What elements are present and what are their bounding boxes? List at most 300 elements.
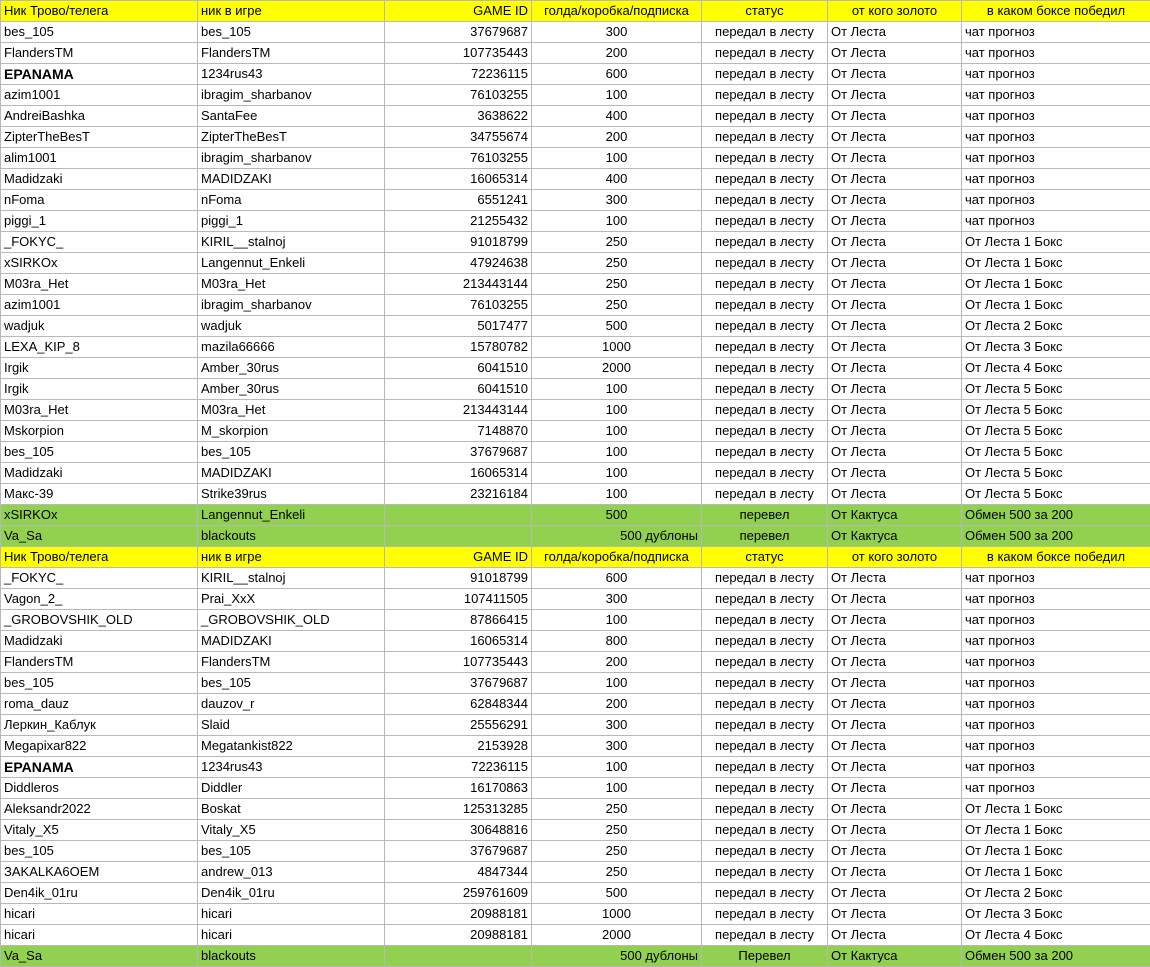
- gold-source-cell[interactable]: От Кактуса: [828, 946, 962, 967]
- box-won-cell[interactable]: чат прогноз: [962, 127, 1150, 148]
- game-id-cell[interactable]: 6551241: [385, 190, 532, 211]
- game-id-cell[interactable]: 107735443: [385, 652, 532, 673]
- troovo-nick-cell[interactable]: Va_Sa: [1, 526, 198, 547]
- game-id-cell[interactable]: 34755674: [385, 127, 532, 148]
- status-cell[interactable]: передал в лесту: [702, 694, 828, 715]
- game-nick-cell[interactable]: bes_105: [198, 22, 385, 43]
- box-won-cell[interactable]: чат прогноз: [962, 631, 1150, 652]
- troovo-nick-cell[interactable]: piggi_1: [1, 211, 198, 232]
- troovo-nick-cell[interactable]: AndreiBashka: [1, 106, 198, 127]
- game-nick-cell[interactable]: ZipterTheBesT: [198, 127, 385, 148]
- troovo-nick-cell[interactable]: Irgik: [1, 379, 198, 400]
- game-id-cell[interactable]: 47924638: [385, 253, 532, 274]
- gold-cell[interactable]: 100: [532, 484, 702, 505]
- gold-cell[interactable]: 300: [532, 190, 702, 211]
- gold-source-cell[interactable]: От Леста: [828, 799, 962, 820]
- box-won-cell[interactable]: чат прогноз: [962, 589, 1150, 610]
- troovo-nick-cell[interactable]: M03ra_Het: [1, 274, 198, 295]
- box-won-cell[interactable]: чат прогноз: [962, 568, 1150, 589]
- troovo-nick-cell[interactable]: hicari: [1, 925, 198, 946]
- status-cell[interactable]: передал в лесту: [702, 43, 828, 64]
- box-won-cell[interactable]: От Леста 5 Бокс: [962, 400, 1150, 421]
- gold-source-cell[interactable]: От Леста: [828, 106, 962, 127]
- troovo-nick-cell[interactable]: ZipterTheBesT: [1, 127, 198, 148]
- game-id-cell[interactable]: [385, 526, 532, 547]
- game-id-cell[interactable]: 213443144: [385, 274, 532, 295]
- game-nick-cell[interactable]: blackouts: [198, 526, 385, 547]
- status-cell[interactable]: передал в лесту: [702, 589, 828, 610]
- game-nick-cell[interactable]: ibragim_sharbanov: [198, 148, 385, 169]
- game-nick-cell[interactable]: wadjuk: [198, 316, 385, 337]
- game-id-cell[interactable]: 4847344: [385, 862, 532, 883]
- gold-cell[interactable]: 300: [532, 715, 702, 736]
- status-cell[interactable]: передал в лесту: [702, 820, 828, 841]
- status-cell[interactable]: Перевел: [702, 946, 828, 967]
- game-id-cell[interactable]: 213443144: [385, 400, 532, 421]
- game-id-cell[interactable]: 259761609: [385, 883, 532, 904]
- game-nick-cell[interactable]: M_skorpion: [198, 421, 385, 442]
- status-cell[interactable]: передал в лесту: [702, 757, 828, 778]
- game-id-cell[interactable]: 6041510: [385, 379, 532, 400]
- gold-cell[interactable]: 500 дублоны: [532, 526, 702, 547]
- troovo-nick-cell[interactable]: FlandersTM: [1, 43, 198, 64]
- game-id-cell[interactable]: 91018799: [385, 232, 532, 253]
- game-nick-cell[interactable]: Langennut_Enkeli: [198, 505, 385, 526]
- gold-source-cell[interactable]: От Леста: [828, 463, 962, 484]
- box-won-cell[interactable]: чат прогноз: [962, 673, 1150, 694]
- game-id-cell[interactable]: 6041510: [385, 358, 532, 379]
- game-id-cell[interactable]: 20988181: [385, 904, 532, 925]
- status-cell[interactable]: передал в лесту: [702, 316, 828, 337]
- gold-source-cell[interactable]: От Леста: [828, 694, 962, 715]
- gold-cell[interactable]: 400: [532, 169, 702, 190]
- game-id-cell[interactable]: 107411505: [385, 589, 532, 610]
- box-won-cell[interactable]: чат прогноз: [962, 43, 1150, 64]
- box-won-cell[interactable]: От Леста 1 Бокс: [962, 253, 1150, 274]
- game-nick-cell[interactable]: Strike39rus: [198, 484, 385, 505]
- gold-cell[interactable]: 250: [532, 862, 702, 883]
- gold-source-cell[interactable]: От Леста: [828, 757, 962, 778]
- status-cell[interactable]: передал в лесту: [702, 169, 828, 190]
- gold-cell[interactable]: 500 дублоны: [532, 946, 702, 967]
- gold-source-cell[interactable]: От Леста: [828, 253, 962, 274]
- troovo-nick-cell[interactable]: Леркин_Каблук: [1, 715, 198, 736]
- status-cell[interactable]: передал в лесту: [702, 211, 828, 232]
- game-nick-cell[interactable]: Prai_XxX: [198, 589, 385, 610]
- gold-source-cell[interactable]: От Леста: [828, 652, 962, 673]
- game-nick-cell[interactable]: hicari: [198, 904, 385, 925]
- column-header[interactable]: GAME ID: [385, 1, 532, 22]
- game-id-cell[interactable]: [385, 505, 532, 526]
- gold-source-cell[interactable]: От Леста: [828, 148, 962, 169]
- box-won-cell[interactable]: От Леста 2 Бокс: [962, 316, 1150, 337]
- gold-source-cell[interactable]: От Леста: [828, 610, 962, 631]
- troovo-nick-cell[interactable]: bes_105: [1, 841, 198, 862]
- status-cell[interactable]: передал в лесту: [702, 652, 828, 673]
- box-won-cell[interactable]: чат прогноз: [962, 106, 1150, 127]
- gold-source-cell[interactable]: От Леста: [828, 589, 962, 610]
- troovo-nick-cell[interactable]: Den4ik_01ru: [1, 883, 198, 904]
- box-won-cell[interactable]: чат прогноз: [962, 694, 1150, 715]
- status-cell[interactable]: передал в лесту: [702, 925, 828, 946]
- game-nick-cell[interactable]: Amber_30rus: [198, 358, 385, 379]
- game-id-cell[interactable]: 76103255: [385, 295, 532, 316]
- troovo-nick-cell[interactable]: _GROBOVSHIK_OLD: [1, 610, 198, 631]
- gold-cell[interactable]: 500: [532, 316, 702, 337]
- gold-cell[interactable]: 250: [532, 841, 702, 862]
- gold-cell[interactable]: 100: [532, 85, 702, 106]
- status-cell[interactable]: передал в лесту: [702, 85, 828, 106]
- status-cell[interactable]: передал в лесту: [702, 484, 828, 505]
- game-nick-cell[interactable]: FlandersTM: [198, 43, 385, 64]
- game-id-cell[interactable]: [385, 946, 532, 967]
- status-cell[interactable]: передал в лесту: [702, 778, 828, 799]
- status-cell[interactable]: передал в лесту: [702, 673, 828, 694]
- game-id-cell[interactable]: 91018799: [385, 568, 532, 589]
- troovo-nick-cell[interactable]: roma_dauz: [1, 694, 198, 715]
- game-id-cell[interactable]: 72236115: [385, 64, 532, 85]
- game-id-cell[interactable]: 37679687: [385, 442, 532, 463]
- gold-source-cell[interactable]: От Леста: [828, 127, 962, 148]
- gold-cell[interactable]: 100: [532, 148, 702, 169]
- game-nick-cell[interactable]: Vitaly_X5: [198, 820, 385, 841]
- game-id-cell[interactable]: 37679687: [385, 22, 532, 43]
- game-nick-cell[interactable]: ibragim_sharbanov: [198, 295, 385, 316]
- status-cell[interactable]: передал в лесту: [702, 421, 828, 442]
- game-nick-cell[interactable]: mazila66666: [198, 337, 385, 358]
- game-nick-cell[interactable]: Den4ik_01ru: [198, 883, 385, 904]
- gold-source-cell[interactable]: От Леста: [828, 295, 962, 316]
- gold-cell[interactable]: 200: [532, 43, 702, 64]
- gold-cell[interactable]: 100: [532, 211, 702, 232]
- troovo-nick-cell[interactable]: Mskorpion: [1, 421, 198, 442]
- column-header[interactable]: статус: [702, 1, 828, 22]
- gold-cell[interactable]: 1000: [532, 337, 702, 358]
- box-won-cell[interactable]: Обмен 500 за 200: [962, 505, 1150, 526]
- gold-cell[interactable]: 100: [532, 673, 702, 694]
- gold-source-cell[interactable]: От Леста: [828, 673, 962, 694]
- status-cell[interactable]: передал в лесту: [702, 232, 828, 253]
- troovo-nick-cell[interactable]: nFoma: [1, 190, 198, 211]
- gold-source-cell[interactable]: От Леста: [828, 64, 962, 85]
- box-won-cell[interactable]: чат прогноз: [962, 85, 1150, 106]
- game-id-cell[interactable]: 5017477: [385, 316, 532, 337]
- box-won-cell[interactable]: чат прогноз: [962, 22, 1150, 43]
- status-cell[interactable]: передал в лесту: [702, 64, 828, 85]
- game-nick-cell[interactable]: ibragim_sharbanov: [198, 85, 385, 106]
- gold-cell[interactable]: 500: [532, 883, 702, 904]
- status-cell[interactable]: передал в лесту: [702, 568, 828, 589]
- status-cell[interactable]: передал в лесту: [702, 715, 828, 736]
- game-nick-cell[interactable]: _GROBOVSHIK_OLD: [198, 610, 385, 631]
- box-won-cell[interactable]: От Леста 1 Бокс: [962, 274, 1150, 295]
- troovo-nick-cell[interactable]: Diddleros: [1, 778, 198, 799]
- game-nick-cell[interactable]: blackouts: [198, 946, 385, 967]
- game-nick-cell[interactable]: bes_105: [198, 673, 385, 694]
- gold-source-cell[interactable]: От Леста: [828, 862, 962, 883]
- status-cell[interactable]: передал в лесту: [702, 736, 828, 757]
- game-nick-cell[interactable]: Megatankist822: [198, 736, 385, 757]
- game-id-cell[interactable]: 23216184: [385, 484, 532, 505]
- troovo-nick-cell[interactable]: _FOKYC_: [1, 568, 198, 589]
- gold-cell[interactable]: 400: [532, 106, 702, 127]
- game-id-cell[interactable]: 37679687: [385, 841, 532, 862]
- troovo-nick-cell[interactable]: Madidzaki: [1, 463, 198, 484]
- box-won-cell[interactable]: От Леста 5 Бокс: [962, 484, 1150, 505]
- game-id-cell[interactable]: 30648816: [385, 820, 532, 841]
- game-nick-cell[interactable]: MADIDZAKI: [198, 169, 385, 190]
- box-won-cell[interactable]: чат прогноз: [962, 757, 1150, 778]
- gold-cell[interactable]: 200: [532, 652, 702, 673]
- game-id-cell[interactable]: 21255432: [385, 211, 532, 232]
- game-id-cell[interactable]: 3638622: [385, 106, 532, 127]
- troovo-nick-cell[interactable]: Aleksandr2022: [1, 799, 198, 820]
- column-header[interactable]: ник в игре: [198, 1, 385, 22]
- gold-source-cell[interactable]: От Леста: [828, 169, 962, 190]
- game-id-cell[interactable]: 7148870: [385, 421, 532, 442]
- gold-source-cell[interactable]: От Леста: [828, 925, 962, 946]
- game-nick-cell[interactable]: FlandersTM: [198, 652, 385, 673]
- gold-cell[interactable]: 200: [532, 127, 702, 148]
- game-id-cell[interactable]: 2153928: [385, 736, 532, 757]
- status-cell[interactable]: передал в лесту: [702, 610, 828, 631]
- game-nick-cell[interactable]: dauzov_r: [198, 694, 385, 715]
- gold-source-cell[interactable]: От Леста: [828, 904, 962, 925]
- status-cell[interactable]: передал в лесту: [702, 379, 828, 400]
- gold-cell[interactable]: 250: [532, 274, 702, 295]
- box-won-cell[interactable]: чат прогноз: [962, 211, 1150, 232]
- column-header[interactable]: от кого золото: [828, 1, 962, 22]
- game-nick-cell[interactable]: hicari: [198, 925, 385, 946]
- game-nick-cell[interactable]: MADIDZAKI: [198, 463, 385, 484]
- column-header[interactable]: в каком боксе победил: [962, 547, 1150, 568]
- box-won-cell[interactable]: Обмен 500 за 200: [962, 526, 1150, 547]
- status-cell[interactable]: передал в лесту: [702, 841, 828, 862]
- box-won-cell[interactable]: чат прогноз: [962, 736, 1150, 757]
- gold-source-cell[interactable]: От Леста: [828, 778, 962, 799]
- game-nick-cell[interactable]: M03ra_Het: [198, 274, 385, 295]
- gold-source-cell[interactable]: От Кактуса: [828, 526, 962, 547]
- game-id-cell[interactable]: 76103255: [385, 85, 532, 106]
- game-nick-cell[interactable]: piggi_1: [198, 211, 385, 232]
- status-cell[interactable]: передал в лесту: [702, 463, 828, 484]
- game-id-cell[interactable]: 15780782: [385, 337, 532, 358]
- gold-source-cell[interactable]: От Леста: [828, 85, 962, 106]
- box-won-cell[interactable]: От Леста 5 Бокс: [962, 421, 1150, 442]
- game-id-cell[interactable]: 16170863: [385, 778, 532, 799]
- gold-source-cell[interactable]: От Леста: [828, 883, 962, 904]
- game-id-cell[interactable]: 87866415: [385, 610, 532, 631]
- troovo-nick-cell[interactable]: Макс-39: [1, 484, 198, 505]
- troovo-nick-cell[interactable]: bes_105: [1, 673, 198, 694]
- troovo-nick-cell[interactable]: xSIRKOx: [1, 253, 198, 274]
- troovo-nick-cell[interactable]: azim1001: [1, 85, 198, 106]
- column-header[interactable]: Ник Трово/телега: [1, 1, 198, 22]
- troovo-nick-cell[interactable]: M03ra_Het: [1, 400, 198, 421]
- column-header[interactable]: голда/коробка/подписка: [532, 547, 702, 568]
- status-cell[interactable]: передал в лесту: [702, 295, 828, 316]
- gold-source-cell[interactable]: От Леста: [828, 484, 962, 505]
- troovo-nick-cell[interactable]: FlandersTM: [1, 652, 198, 673]
- box-won-cell[interactable]: От Леста 4 Бокс: [962, 358, 1150, 379]
- gold-cell[interactable]: 100: [532, 379, 702, 400]
- box-won-cell[interactable]: От Леста 1 Бокс: [962, 232, 1150, 253]
- box-won-cell[interactable]: От Леста 4 Бокс: [962, 925, 1150, 946]
- gold-cell[interactable]: 250: [532, 799, 702, 820]
- gold-cell[interactable]: 2000: [532, 925, 702, 946]
- box-won-cell[interactable]: От Леста 5 Бокс: [962, 463, 1150, 484]
- game-id-cell[interactable]: 16065314: [385, 631, 532, 652]
- troovo-nick-cell[interactable]: hicari: [1, 904, 198, 925]
- troovo-nick-cell[interactable]: Vitaly_X5: [1, 820, 198, 841]
- box-won-cell[interactable]: чат прогноз: [962, 715, 1150, 736]
- box-won-cell[interactable]: чат прогноз: [962, 652, 1150, 673]
- game-nick-cell[interactable]: Slaid: [198, 715, 385, 736]
- troovo-nick-cell[interactable]: wadjuk: [1, 316, 198, 337]
- status-cell[interactable]: передал в лесту: [702, 358, 828, 379]
- gold-cell[interactable]: 100: [532, 421, 702, 442]
- box-won-cell[interactable]: чат прогноз: [962, 148, 1150, 169]
- status-cell[interactable]: перевел: [702, 505, 828, 526]
- troovo-nick-cell[interactable]: Irgik: [1, 358, 198, 379]
- game-nick-cell[interactable]: bes_105: [198, 841, 385, 862]
- game-nick-cell[interactable]: nFoma: [198, 190, 385, 211]
- game-id-cell[interactable]: 125313285: [385, 799, 532, 820]
- gold-source-cell[interactable]: От Леста: [828, 190, 962, 211]
- status-cell[interactable]: перевел: [702, 526, 828, 547]
- box-won-cell[interactable]: От Леста 5 Бокс: [962, 379, 1150, 400]
- status-cell[interactable]: передал в лесту: [702, 22, 828, 43]
- gold-cell[interactable]: 100: [532, 757, 702, 778]
- gold-source-cell[interactable]: От Леста: [828, 421, 962, 442]
- game-id-cell[interactable]: 37679687: [385, 673, 532, 694]
- game-nick-cell[interactable]: KIRIL__stalnoj: [198, 232, 385, 253]
- gold-source-cell[interactable]: От Леста: [828, 358, 962, 379]
- troovo-nick-cell[interactable]: azim1001: [1, 295, 198, 316]
- troovo-nick-cell[interactable]: Va_Sa: [1, 946, 198, 967]
- troovo-nick-cell[interactable]: bes_105: [1, 442, 198, 463]
- status-cell[interactable]: передал в лесту: [702, 106, 828, 127]
- gold-cell[interactable]: 300: [532, 589, 702, 610]
- box-won-cell[interactable]: От Леста 3 Бокс: [962, 337, 1150, 358]
- status-cell[interactable]: передал в лесту: [702, 337, 828, 358]
- box-won-cell[interactable]: чат прогноз: [962, 190, 1150, 211]
- gold-cell[interactable]: 300: [532, 22, 702, 43]
- box-won-cell[interactable]: От Леста 1 Бокс: [962, 820, 1150, 841]
- game-nick-cell[interactable]: 1234rus43: [198, 64, 385, 85]
- troovo-nick-cell[interactable]: bes_105: [1, 22, 198, 43]
- status-cell[interactable]: передал в лесту: [702, 883, 828, 904]
- game-nick-cell[interactable]: SantaFee: [198, 106, 385, 127]
- gold-source-cell[interactable]: От Леста: [828, 22, 962, 43]
- box-won-cell[interactable]: От Леста 1 Бокс: [962, 799, 1150, 820]
- game-nick-cell[interactable]: M03ra_Het: [198, 400, 385, 421]
- gold-cell[interactable]: 100: [532, 778, 702, 799]
- column-header[interactable]: GAME ID: [385, 547, 532, 568]
- gold-cell[interactable]: 600: [532, 64, 702, 85]
- status-cell[interactable]: передал в лесту: [702, 631, 828, 652]
- game-id-cell[interactable]: 107735443: [385, 43, 532, 64]
- game-id-cell[interactable]: 16065314: [385, 463, 532, 484]
- game-nick-cell[interactable]: Langennut_Enkeli: [198, 253, 385, 274]
- status-cell[interactable]: передал в лесту: [702, 799, 828, 820]
- gold-source-cell[interactable]: От Леста: [828, 43, 962, 64]
- gold-source-cell[interactable]: От Леста: [828, 400, 962, 421]
- troovo-nick-cell[interactable]: Megapixar822: [1, 736, 198, 757]
- gold-source-cell[interactable]: От Леста: [828, 442, 962, 463]
- gold-source-cell[interactable]: От Леста: [828, 736, 962, 757]
- game-id-cell[interactable]: 16065314: [385, 169, 532, 190]
- troovo-nick-cell[interactable]: Vagon_2_: [1, 589, 198, 610]
- game-nick-cell[interactable]: Amber_30rus: [198, 379, 385, 400]
- game-id-cell[interactable]: 72236115: [385, 757, 532, 778]
- game-id-cell[interactable]: 20988181: [385, 925, 532, 946]
- gold-cell[interactable]: 800: [532, 631, 702, 652]
- box-won-cell[interactable]: От Леста 2 Бокс: [962, 883, 1150, 904]
- status-cell[interactable]: передал в лесту: [702, 400, 828, 421]
- game-nick-cell[interactable]: Diddler: [198, 778, 385, 799]
- troovo-nick-cell[interactable]: Madidzaki: [1, 631, 198, 652]
- status-cell[interactable]: передал в лесту: [702, 253, 828, 274]
- gold-cell[interactable]: 600: [532, 568, 702, 589]
- troovo-nick-cell[interactable]: alim1001: [1, 148, 198, 169]
- game-nick-cell[interactable]: 1234rus43: [198, 757, 385, 778]
- status-cell[interactable]: передал в лесту: [702, 862, 828, 883]
- game-nick-cell[interactable]: bes_105: [198, 442, 385, 463]
- status-cell[interactable]: передал в лесту: [702, 442, 828, 463]
- box-won-cell[interactable]: От Леста 5 Бокс: [962, 442, 1150, 463]
- troovo-nick-cell[interactable]: EPANAMA: [1, 757, 198, 778]
- gold-source-cell[interactable]: От Леста: [828, 232, 962, 253]
- game-id-cell[interactable]: 62848344: [385, 694, 532, 715]
- status-cell[interactable]: передал в лесту: [702, 904, 828, 925]
- troovo-nick-cell[interactable]: Madidzaki: [1, 169, 198, 190]
- troovo-nick-cell[interactable]: xSIRKOx: [1, 505, 198, 526]
- box-won-cell[interactable]: От Леста 1 Бокс: [962, 862, 1150, 883]
- troovo-nick-cell[interactable]: _FOKYC_: [1, 232, 198, 253]
- box-won-cell[interactable]: чат прогноз: [962, 778, 1150, 799]
- gold-source-cell[interactable]: От Кактуса: [828, 505, 962, 526]
- gold-source-cell[interactable]: От Леста: [828, 337, 962, 358]
- gold-source-cell[interactable]: От Леста: [828, 316, 962, 337]
- column-header[interactable]: голда/коробка/подписка: [532, 1, 702, 22]
- column-header[interactable]: от кого золото: [828, 547, 962, 568]
- gold-cell[interactable]: 100: [532, 442, 702, 463]
- box-won-cell[interactable]: чат прогноз: [962, 64, 1150, 85]
- box-won-cell[interactable]: чат прогноз: [962, 610, 1150, 631]
- box-won-cell[interactable]: От Леста 1 Бокс: [962, 841, 1150, 862]
- column-header[interactable]: в каком боксе победил: [962, 1, 1150, 22]
- gold-source-cell[interactable]: От Леста: [828, 820, 962, 841]
- gold-cell[interactable]: 250: [532, 253, 702, 274]
- gold-cell[interactable]: 100: [532, 400, 702, 421]
- gold-source-cell[interactable]: От Леста: [828, 631, 962, 652]
- gold-source-cell[interactable]: От Леста: [828, 841, 962, 862]
- game-id-cell[interactable]: 25556291: [385, 715, 532, 736]
- troovo-nick-cell[interactable]: EPANAMA: [1, 64, 198, 85]
- gold-source-cell[interactable]: От Леста: [828, 274, 962, 295]
- column-header[interactable]: ник в игре: [198, 547, 385, 568]
- status-cell[interactable]: передал в лесту: [702, 190, 828, 211]
- game-nick-cell[interactable]: Boskat: [198, 799, 385, 820]
- gold-cell[interactable]: 100: [532, 610, 702, 631]
- gold-source-cell[interactable]: От Леста: [828, 379, 962, 400]
- status-cell[interactable]: передал в лесту: [702, 148, 828, 169]
- gold-cell[interactable]: 1000: [532, 904, 702, 925]
- troovo-nick-cell[interactable]: ЗAKALKA6OEM: [1, 862, 198, 883]
- box-won-cell[interactable]: чат прогноз: [962, 169, 1150, 190]
- gold-cell[interactable]: 2000: [532, 358, 702, 379]
